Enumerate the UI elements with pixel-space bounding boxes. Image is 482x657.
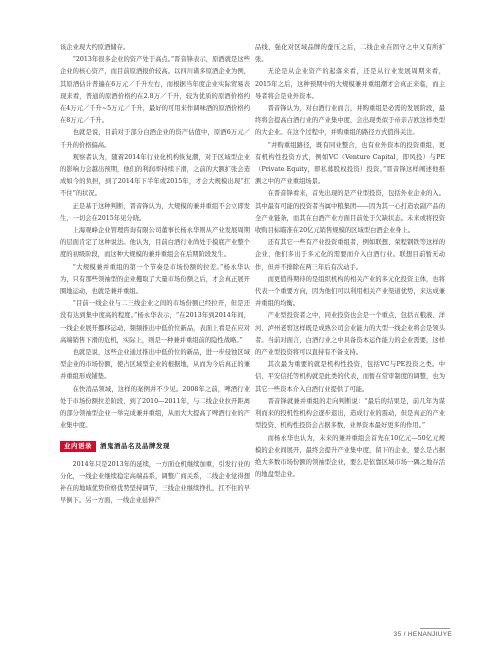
paragraph: 无论是从企业资产的起落来看，还是从行业发展周期来看，2015年之后，这种预期中的大规模兼并重组潮才会真正来临，而主导者将会是业外资本。 [255,68,445,100]
paragraph: 晋音锋认为，对白酒行业而言，并购重组是必需的发展阶段，最终将会提高白酒行业的产业集中度，会出现类似于帝亲吉欧这样类型的大企业。在这个过程中，并购重组的路径方式值得关注。 [255,105,445,137]
paragraph: 其次最为重要的就是机构性投资，包括VC与PE投资之类。中信、平安信托等机构就是此类的代表，而暂在常审制度的调整，也为其它一些资本介入白酒行业提供了可能。 [255,361,445,393]
paragraph: 也就是说，目前对于部分白酒企业的资产估值中，原酒6万元／千升的价格偏高。 [60,129,250,149]
paragraph: 上海观峰企业管理咨询有限公司董事长杨永华则从产业发展周期的层面肯定了这种说法。他认为，目前白酒行业尚处于摸底产业整个度的初级阶段，而这种大规模的兼并重组会在后期阶段发生。 [60,227,250,259]
footer-divider [420,628,450,629]
paragraph: 品线，强化对区域品牌的蚕压之后，二线企业在固守之中又有所扩张。 [255,44,445,64]
left-paragraphs-after [60,459,250,508]
paragraph: “2013年很多企业的资产处于高点。”晋音锋表示，原酒就是这些企业的核心资产，而目前原酒报价较高。以四川诸多原酒企业为例，其原酒估计普遍在6万元／千升左右，而根据当年度企业实际贸易表现来看，普通的原酒价格约在2.8万／千升，较为优质的原酒价格约在4万元／千升~5万元／千升，最好的可用来作调味酒的原酒价格约在8万元／千升。 [60,56,250,125]
paragraph: “大规模兼并重组的第一个节奏是市场份额的拉差。”杨永华认为，只有那些领袖型的企业攫取了大量市场份额之后，才会真正展开圈地运动，也就是兼并重组。 [60,263,250,296]
paragraph: 在晋音锋看来，首先出现的是产业型投资，包括外业企业的入。其中最有可能的投资者当属中粮集团——因为其一心打造农副产品的全产业链条，而其在白酒产业方面目前处于欠缺状态。未来或将投资收购目标瞄准在20亿元销售规模的区域型白酒企业身上。 [255,190,445,235]
paragraph: 正是基于这种判断，晋音锋认为，大规模的兼并重组不会立即发生，一切会在2015年见分晓。 [60,202,250,222]
section-tag: 业内语录 [60,441,96,452]
page-footer: 35 / HENANJIUYE [393,631,452,638]
paragraph: “并购重组路径，既有同业整合，也有业外资本的投资重组，更有机构性投资方式，例如VC（Venture Capital，即风投）与PE（Private Equity，即私募股权投资）投资。”晋音锋这样阐述他推测之中的产业重组场景。 [255,141,445,186]
section-heading [60,441,250,453]
paragraph: 该企业现大约原酒储存。 [60,44,130,51]
paragraph: 还有其它一些有产业投资重组者，例如联想、荣程钢铁等这样的企业，他们多出于多元化的需要而介入白酒行业。联想目前暂无动作，但并不排除在两三年后有次动手。 [255,239,445,271]
paragraph: 在快消品领域，这样的案例并不少见。2008年之前，啤酒行业处于市场份额拉差阶段，到了2010—2011年，与二线企业拉开距离的部分领袖型企业一举完成兼并重组，从而大大提高了啤酒行业的产业集中度。 [60,385,250,430]
paragraph: 晋音锋就兼并重组的走向判断说：“最后的结果是，前几年为谋利而来的投机性机构会逐步退出，造成行业的震动，但是真正的产业型投资、机构性投资会占据多数，业界资本最好更多的作用。” [255,397,445,430]
left-paragraphs-before [60,42,250,433]
paragraph: 观察者认为，随着2014年行业化机构恢复潮，对于区域型企业的影响力会越出预期，他们的利润率持续下滑，之前的大额扩张会造成如今的负担，到了2014年下半年或2015年，才会大规模出现“扛不住”的状况。 [60,153,250,198]
paragraph: 而杨永华也认为，未来的兼并重组会首先在10亿元—50亿元规模的企业间展开，最终会提升产业集中度，留下的企业，要么是占据绝大多数市场份额的领袖型企业，要么是依靠区域市场一隅之地存活的地盘型企业。 [255,434,445,479]
paragraph: 也就是说，这些企业通过推出中低价位的新品，进一步侵蚀区域型企业的市场份额，使占区域型企业的根据地，从而为今后真正的兼并重组形成铺垫。 [60,349,250,381]
paragraph: “目前一线企业与二三线企业之间的市场份额已经拉开，但是还没有达到集中度高的程度。”杨永华表示，“在2013年到2014年间，一线企业展开挪移运动，频频推出中低价位新品，表面上看是在应对高端销售下滑的危机，实际上，则是一种兼并重组前的隐性战略。” [60,300,250,344]
paragraph: 产业型投资者之中，同业投资也会是一个重点，包括五粮液、洋河、泸州老窖这样既是成熟公司会业能力的大型一线企业将会是领头者。当前对面言，白酒行业之中具备资本运作能力的企业需要，这样的产业型投资将可以直持有不备支持。 [255,312,445,357]
left-column [60,42,250,507]
section-title: 酒鬼酒品名及品牌发现 [100,442,170,451]
right-column [255,42,445,481]
paragraph: 而更值得期待的是组织机构的相关产业的多元化投资主体，也将代表一个重要方向，因为他们可以利用相关产业渠道优势，来达成兼并重组的均衡。 [255,275,445,308]
paragraph: 2014年只是2013年的延续，一方面仓机继续加重，引发行业的分化，一线企业继续稳定高端品系，调整广商关系，二线企业觉得想补在的地域优势价格优势坚持调节，三线企业继续挣扎，扛不住的早早倒下。另一方面，一线企业延伸产 [60,460,250,505]
